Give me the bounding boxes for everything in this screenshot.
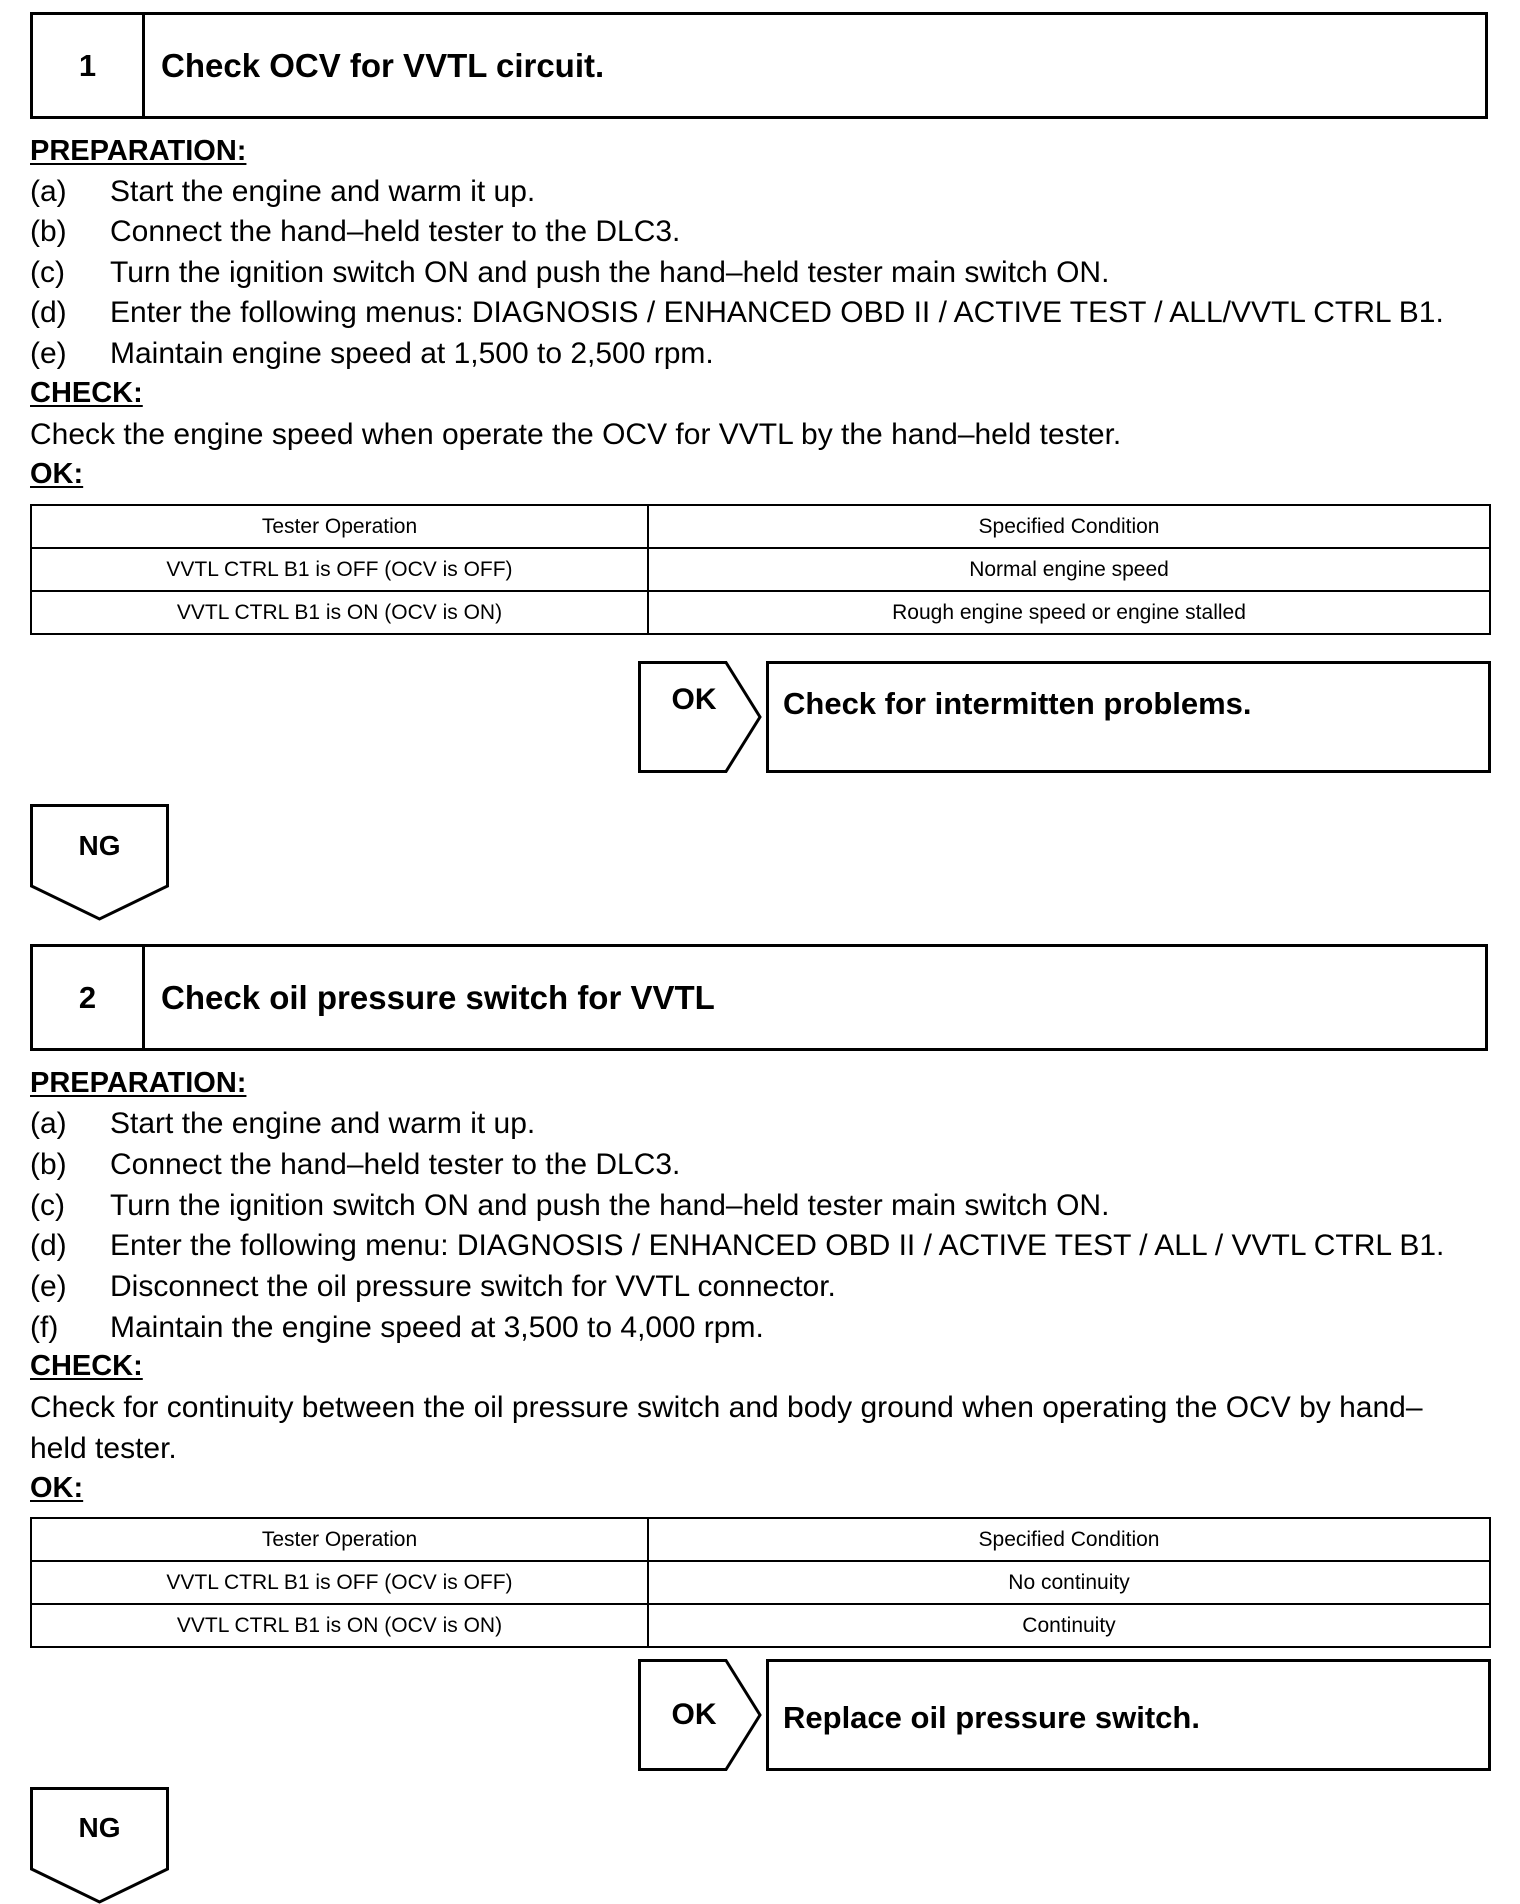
item-label: (d) — [30, 296, 67, 329]
item-text: Maintain the engine speed at 3,500 to 4,000 rpm. — [110, 1311, 764, 1344]
ok-result-text: Check for intermitten problems. — [783, 686, 1252, 721]
step-title: Check OCV for VVTL circuit. — [161, 46, 605, 84]
item-text: Enter the following menu: DIAGNOSIS / ENHANCED OBD II / ACTIVE TEST / ALL / VVTL CTRL B1. — [110, 1229, 1445, 1262]
table-cell: VVTL CTRL B1 is OFF (OCV is OFF) — [31, 1561, 648, 1604]
table-row — [31, 548, 1490, 591]
ok-result-text: Replace oil pressure switch. — [783, 1700, 1200, 1735]
item-label: (d) — [30, 1229, 67, 1262]
spec-table — [30, 504, 1491, 635]
step-title: Check oil pressure switch for VVTL — [161, 978, 715, 1016]
ng-down-arrow-icon — [30, 804, 169, 921]
item-label: (e) — [30, 337, 67, 370]
item-text: Turn the ignition switch ON and push the hand–held tester main switch ON. — [110, 1189, 1110, 1222]
ok-result-box — [766, 661, 1491, 773]
step-number: 1 — [33, 15, 145, 116]
ok-label: OK — [671, 683, 717, 716]
item-text: Connect the hand–held tester to the DLC3. — [110, 215, 681, 248]
step-number: 2 — [33, 947, 145, 1048]
item-text: Enter the following menus: DIAGNOSIS / ENHANCED OBD II / ACTIVE TEST / ALL/VVTL CTRL B1. — [110, 296, 1444, 329]
table-cell: Normal engine speed — [648, 548, 1490, 591]
table-header: Tester Operation — [31, 505, 648, 548]
ng-label: NG — [78, 830, 121, 861]
item-text: Maintain engine speed at 1,500 to 2,500 rpm. — [110, 337, 714, 370]
table-header: Specified Condition — [648, 505, 1490, 548]
item-label: (c) — [30, 256, 65, 289]
preparation-heading: PREPARATION: — [30, 1067, 247, 1099]
ng-down-arrow-icon — [30, 1787, 169, 1904]
check-text: held tester. — [30, 1432, 177, 1465]
table-cell: VVTL CTRL B1 is ON (OCV is ON) — [31, 591, 648, 634]
item-text: Disconnect the oil pressure switch for VVTL connector. — [110, 1270, 836, 1303]
table-cell: VVTL CTRL B1 is OFF (OCV is OFF) — [31, 548, 648, 591]
table-row — [31, 591, 1490, 634]
item-label: (b) — [30, 1148, 67, 1181]
item-label: (f) — [30, 1311, 59, 1344]
ok-heading: OK: — [30, 458, 84, 490]
table-cell: Continuity — [648, 1604, 1490, 1647]
table-row — [31, 1604, 1490, 1647]
table-header: Specified Condition — [648, 1518, 1490, 1561]
table-header-row — [31, 505, 1490, 548]
ok-heading: OK: — [30, 1472, 84, 1504]
item-text: Start the engine and warm it up. — [110, 175, 536, 208]
item-label: (c) — [30, 1189, 65, 1222]
item-label: (e) — [30, 1270, 67, 1303]
item-text: Connect the hand–held tester to the DLC3. — [110, 1148, 681, 1181]
item-text: Turn the ignition switch ON and push the hand–held tester main switch ON. — [110, 256, 1110, 289]
step-2-header — [30, 944, 1488, 1051]
spec-table — [30, 1517, 1491, 1648]
check-heading: CHECK: — [30, 1350, 143, 1382]
ng-label: NG — [78, 1812, 121, 1843]
table-cell: VVTL CTRL B1 is ON (OCV is ON) — [31, 1604, 648, 1647]
check-text: Check the engine speed when operate the OCV for VVTL by the hand–held tester. — [30, 418, 1122, 451]
check-text: Check for continuity between the oil pressure switch and body ground when operating the OCV by hand– — [30, 1391, 1423, 1424]
preparation-heading: PREPARATION: — [30, 135, 247, 167]
item-label: (b) — [30, 215, 67, 248]
table-header-row — [31, 1518, 1490, 1561]
check-heading: CHECK: — [30, 377, 143, 409]
table-header: Tester Operation — [31, 1518, 648, 1561]
item-label: (a) — [30, 175, 67, 208]
table-cell: Rough engine speed or engine stalled — [648, 591, 1490, 634]
item-label: (a) — [30, 1107, 67, 1140]
ok-label: OK — [671, 1698, 717, 1731]
table-row — [31, 1561, 1490, 1604]
item-text: Start the engine and warm it up. — [110, 1107, 536, 1140]
ok-result-box — [766, 1659, 1491, 1771]
step-1-header — [30, 12, 1488, 119]
table-cell: No continuity — [648, 1561, 1490, 1604]
